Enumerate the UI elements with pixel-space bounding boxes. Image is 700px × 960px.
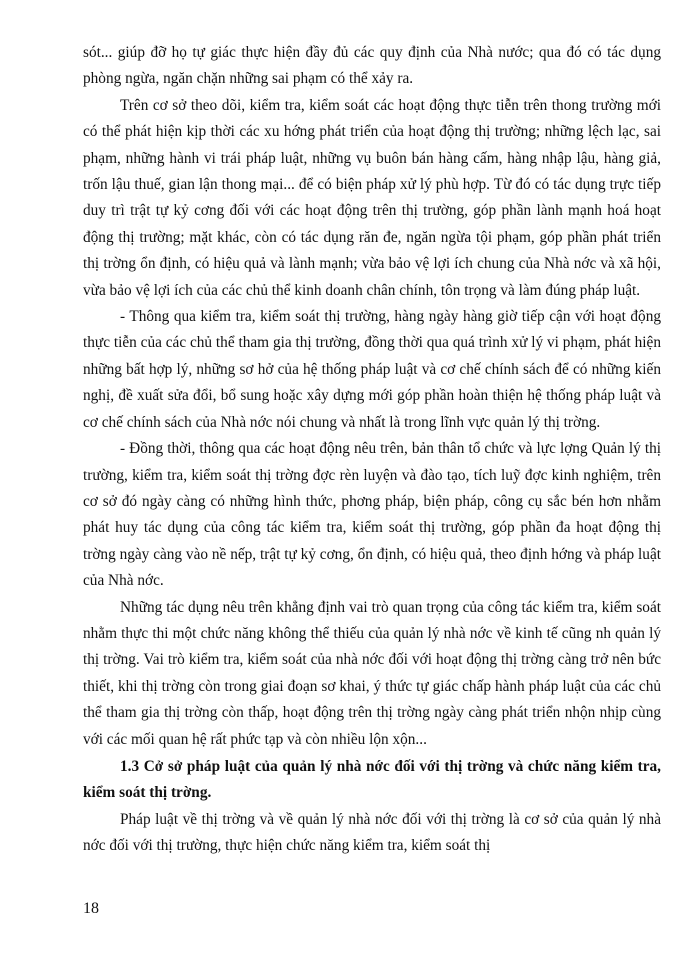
section-heading: 1.3 Cở sở pháp luật của quản lý nhà nớc đối với thị trờng và chức năng kiểm tra, kiểm soát thị trờng. [83, 757, 661, 802]
paragraph-role-summary: Những tác dụng nêu trên khẳng định vai trò quan trọng của công tác kiểm tra, kiểm soát nhằm thực thi một chức năng không thể thiếu của quản lý nhà nớc về kinh tế cũng nh quản lý thị trờng. Vai trò kiểm tra, kiểm soát của nhà nớc đối với hoạt động thị trờng càng trở nên bức thiết, khi thị trờng còn trong giai đoạn sơ khai, ý thức tự giác chấp hành pháp luật của các chủ thể tham gia thị trờng còn thấp, hoạt động trên thị trờng ngày càng phát triển nhộn nhịp cùng với các mối quan hệ rất phức tạp và còn nhiều lộn xộn... [83, 598, 661, 748]
paragraph-force-training: - Đồng thời, thông qua các hoạt động nêu trên, bản thân tổ chức và lực lợng Quản lý thị trường, kiểm tra, kiểm soát thị trờng đợc rèn luyện và đào tạo, tích luỹ đợc kinh nghiệm, trên cơ sở đó ngày càng có những hình thức, phơng pháp, biện pháp, công cụ sắc bén hơn nhằm phát huy tác dụng của công tác kiểm tra, kiểm soát thị trường, góp phần đa hoạt động thị trờng ngày càng vào nề nếp, trật tự kỷ cơng, ổn định, có hiệu quả, theo định hớng và pháp luật của Nhà nớc. [83, 440, 661, 590]
paragraph-legal-improvement: - Thông qua kiểm tra, kiểm soát thị trường, hàng ngày hàng giờ tiếp cận với hoạt động thực tiễn của các chủ thể tham gia thị trường, đồng thời qua quá trình xử lý vi phạm, phát hiện những bất hợp lý, những sơ hở của hệ thống pháp luật và cơ chế chính sách để có những kiến nghị, đề xuất sửa đổi, bổ sung hoặc xây dựng mới góp phần hoàn thiện hệ thống pháp luật và cơ chế chính sách của Nhà nớc nói chung và nhất là trong lĩnh vực quản lý thị trờng. [83, 308, 661, 431]
page-body [83, 40, 661, 860]
page-number: 18 [83, 900, 99, 917]
paragraph-monitoring-effects: Trên cơ sở theo dõi, kiểm tra, kiểm soát các hoạt động thực tiễn trên thong trường mới có thể phát hiện kịp thời các xu hớng phát triển của hoạt động thị trường; những lệch lạc, sai phạm, những hành vi trái pháp luật, những vụ buôn bán hàng cấm, hàng nhập lậu, hàng giả, trốn lậu thuế, gian lận thong mại... để có biện pháp xử lý phù hợp. Từ đó có tác dụng trực tiếp duy trì trật tự kỷ cơng đối với các hoạt động trên thị trường, góp phần lành mạnh hoá hoạt động thị trường; mặt khác, còn có tác dụng răn đe, ngăn ngừa tội phạm, góp phần phát triển thị trờng ổn định, có hiệu quả và lành mạnh; vừa bảo vệ lợi ích chung của Nhà nớc và xã hội, vừa bảo vệ lợi ích của các chủ thể kinh doanh chân chính, tôn trọng và làm đúng pháp luật. [83, 96, 661, 299]
paragraph-continuation: sót... giúp đỡ họ tự giác thực hiện đầy đủ các quy định của Nhà nước; qua đó có tác dụng phòng ngừa, ngăn chặn những sai phạm có thể xảy ra. [83, 44, 661, 88]
paragraph-legal-basis: Pháp luật về thị trờng và về quản lý nhà nớc đối với thị trờng là cơ sở của quản lý nhà nớc đối với thị trường, thực hiện chức năng kiểm tra, kiểm soát thị [83, 810, 661, 855]
